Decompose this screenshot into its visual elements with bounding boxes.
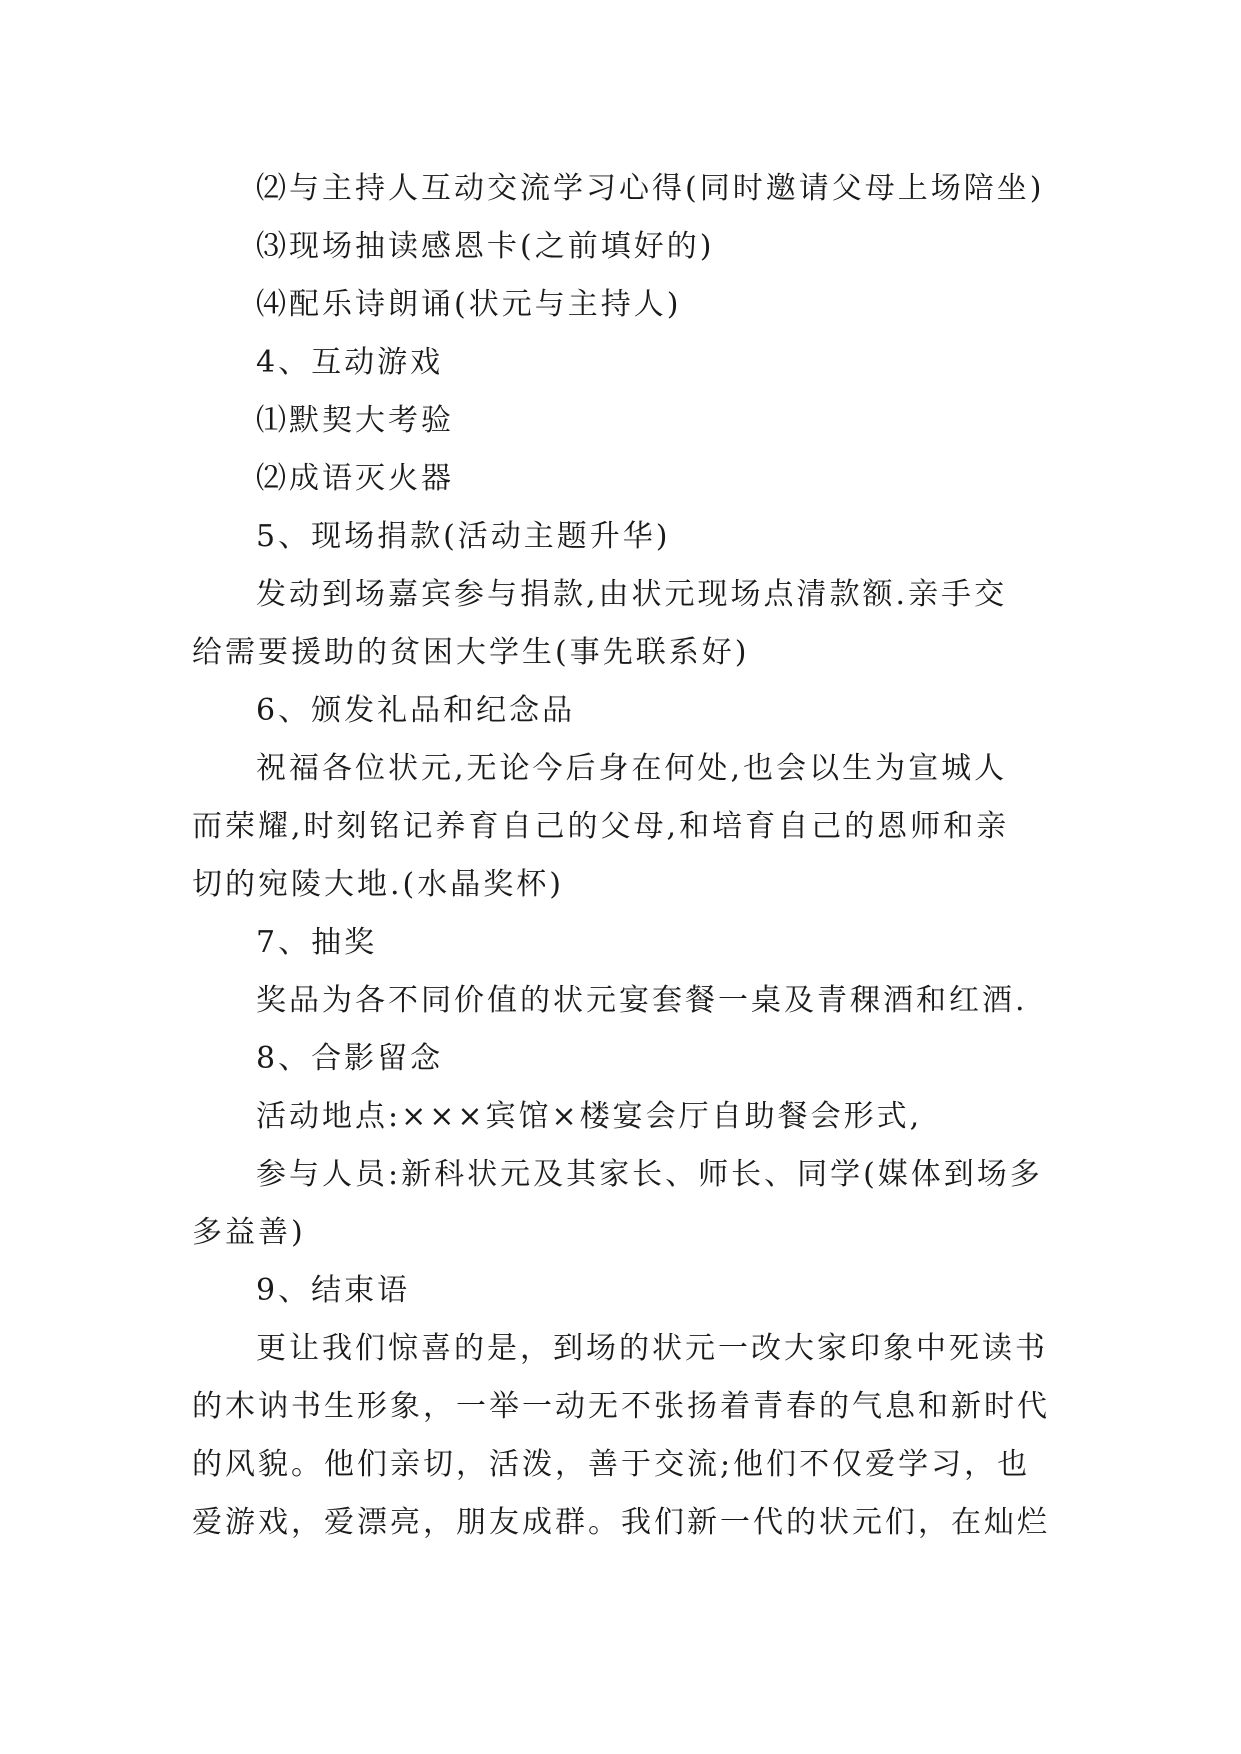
text-line: 祝福各位状元,无论今后身在何处,也会以生为宣城人	[256, 751, 1008, 786]
section-heading: 5、现场捐款(活动主题升华)	[256, 519, 671, 554]
section-heading: 6、颁发礼品和纪念品	[256, 693, 576, 728]
section-heading: 4、互动游戏	[256, 345, 444, 380]
text-line: 发动到场嘉宾参与捐款,由状元现场点清款额.亲手交	[256, 577, 1008, 612]
text-line: 参与人员:新科状元及其家长、师长、同学(媒体到场多	[256, 1157, 1043, 1192]
text-line: 而荣耀,时刻铭记养育自己的父母,和培育自己的恩师和亲	[192, 809, 1010, 844]
text-line: ⑵与主持人互动交流学习心得(同时邀请父母上场陪坐)	[256, 171, 1045, 206]
section-heading: 9、结束语	[256, 1273, 411, 1308]
text-line: 切的宛陵大地.(水晶奖杯)	[192, 867, 564, 902]
text-line: 多益善)	[192, 1215, 306, 1250]
section-heading: 7、抽奖	[256, 925, 378, 960]
document-body	[192, 160, 1054, 1552]
text-line: 奖品为各不同价值的状元宴套餐一桌及青稞酒和红酒.	[256, 983, 1028, 1018]
text-line: ⑵成语灭火器	[256, 461, 454, 496]
text-line: ⑶现场抽读感恩卡(之前填好的)	[256, 229, 715, 264]
text-line: 给需要援助的贫困大学生(事先联系好)	[192, 635, 750, 670]
text-line: ⑷配乐诗朗诵(状元与主持人)	[256, 287, 682, 322]
text-line: 爱游戏，爱漂亮，朋友成群。我们新一代的状元们，在灿烂	[192, 1505, 1050, 1540]
text-line: 活动地点:×××宾馆×楼宴会厅自助餐会形式,	[256, 1099, 923, 1134]
text-line: 更让我们惊喜的是，到场的状元一改大家印象中死读书	[256, 1331, 1048, 1366]
text-line: ⑴默契大考验	[256, 403, 454, 438]
text-line: 的木讷书生形象，一举一动无不张扬着青春的气息和新时代	[192, 1389, 1050, 1424]
section-heading: 8、合影留念	[256, 1041, 444, 1076]
text-line: 的风貌。他们亲切，活泼，善于交流;他们不仅爱学习，也	[192, 1447, 1031, 1482]
